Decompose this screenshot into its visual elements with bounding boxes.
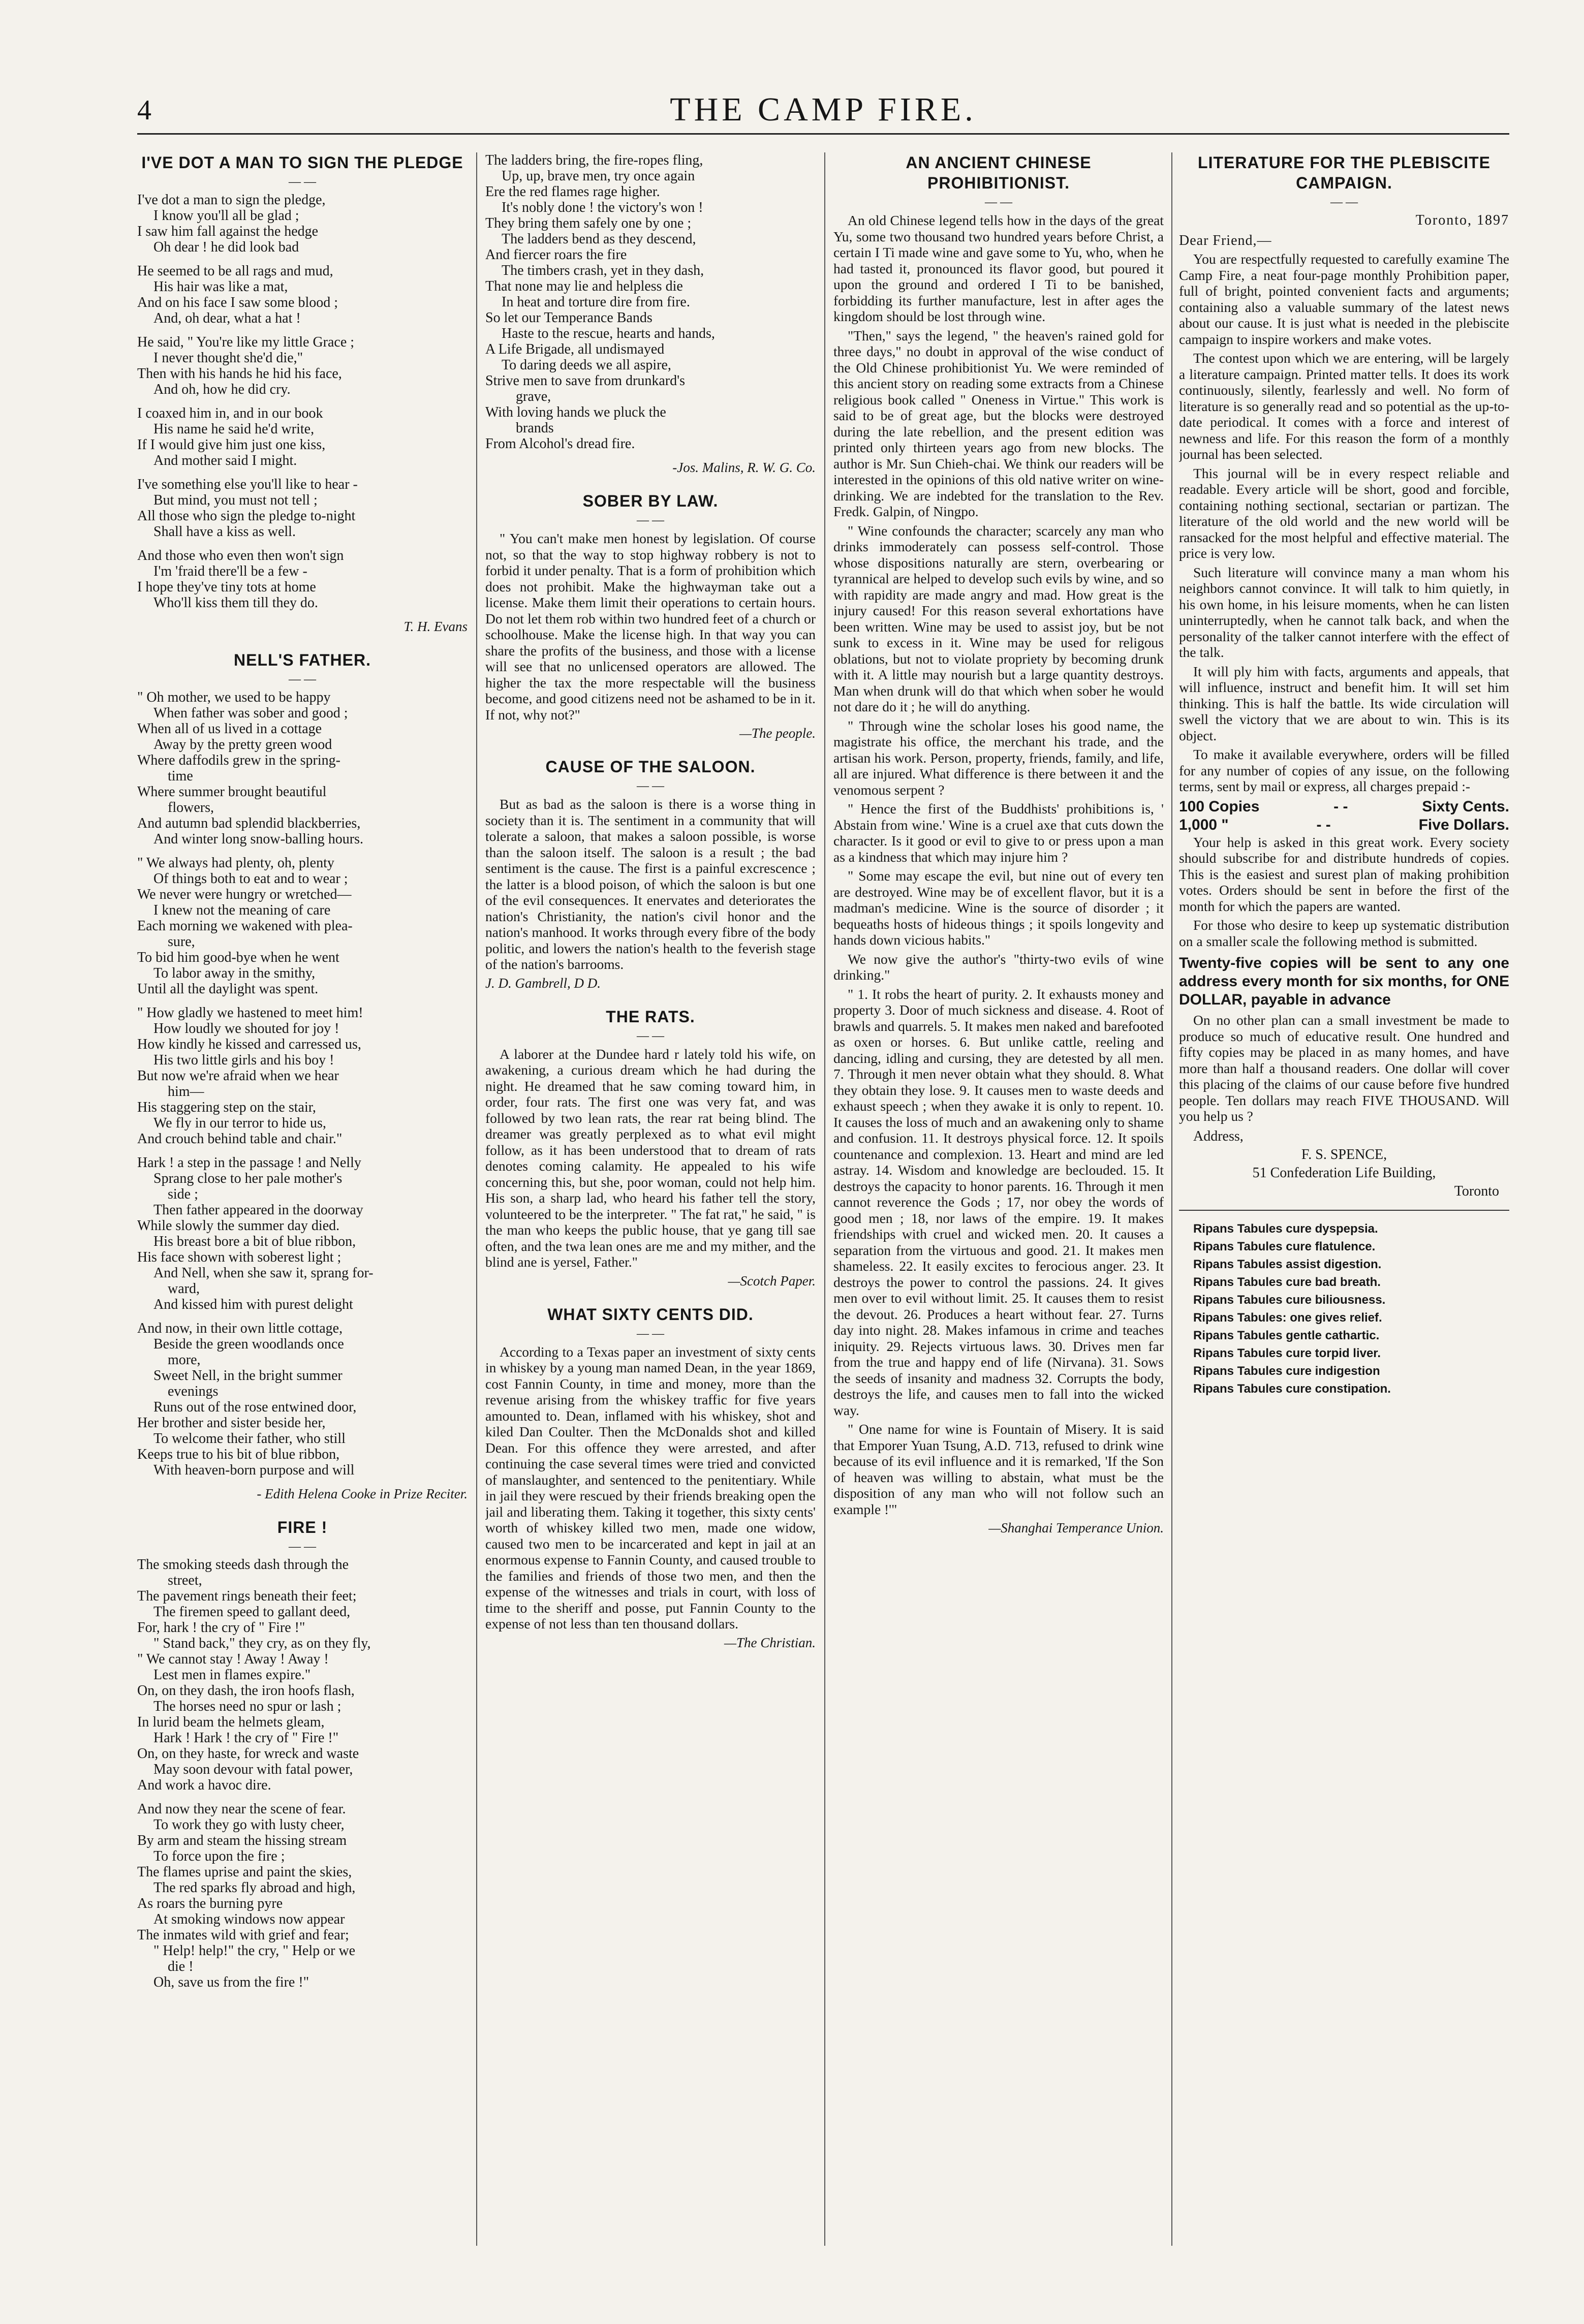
verse-line: To labor away in the smithy, (153, 965, 316, 981)
price-quantity: 1,000 " (1179, 816, 1229, 833)
verse-line: Hark ! Hark ! the cry of " Fire !" (153, 1730, 339, 1746)
verse-line: time (168, 768, 193, 784)
column-rule (824, 152, 825, 2246)
poem-body (137, 1557, 468, 1990)
article-author: -Jos. Malins, R. W. G. Co. (672, 460, 816, 475)
stanza (137, 1155, 468, 1312)
article-nells-father (137, 650, 468, 1502)
verse-line: And autumn bad splendid blackberries, (137, 815, 361, 831)
subscription-offer: Twenty-five copies will be sent to any one address every month for six months, for ONE DOLLAR, payable in advance (1179, 955, 1509, 1008)
title-dash: — — (289, 175, 316, 189)
advertisement-line: Ripans Tabules cure constipation. (1193, 1381, 1391, 1396)
verse-line: The pavement rings beneath their feet; (137, 1588, 357, 1604)
verse-line: Haste to the rescue, hearts and hands, (502, 326, 715, 341)
article-author: - Edith Helena Cooke in Prize Reciter. (257, 1486, 468, 1501)
verse-line: He seemed to be all rags and mud, (137, 263, 333, 279)
verse-line: Strive men to save from drunkard's (485, 373, 686, 389)
verse-line: To daring deeds we all aspire, (502, 357, 671, 373)
verse-line: Oh, save us from the fire !" (153, 1974, 309, 1990)
verse-line: The red sparks fly abroad and high, (153, 1880, 356, 1896)
verse-line: While slowly the summer day died. (137, 1218, 340, 1234)
verse-line: And now, in their own little cottage, (137, 1321, 343, 1336)
verse-line: I hope they've tiny tots at home (137, 579, 316, 595)
verse-line: ward, (168, 1281, 200, 1297)
title-dash: — — (637, 1327, 664, 1340)
salutation: Dear Friend,— (1179, 233, 1272, 248)
verse-line: To welcome their father, who still (153, 1431, 346, 1447)
verse-line: And those who even then won't sign (137, 548, 344, 563)
verse-line: I never thought she'd die," (153, 350, 303, 366)
verse-line: Who'll kiss them till they do. (153, 595, 318, 611)
verse-line: Then with his hands he hid his face, (137, 366, 342, 382)
article-cause-of-saloon (485, 757, 816, 991)
article-source: —The people. (739, 726, 816, 741)
column-1 (137, 152, 468, 2246)
verse-line: How loudly we shouted for joy ! (153, 1021, 339, 1037)
verse-line: street, (168, 1573, 202, 1588)
stanza (137, 192, 468, 255)
verse-line: The ladders bring, the fire-ropes fling, (485, 152, 703, 168)
article-title: SOBER BY LAW. (582, 492, 719, 510)
article-source: —Shanghai Temperance Union. (988, 1520, 1164, 1535)
stanza (137, 548, 468, 611)
column-2 (485, 152, 816, 2246)
verse-line: I'm 'fraid there'll be a few - (153, 563, 307, 579)
verse-line: I know you'll all be glad ; (153, 208, 299, 224)
verse-line: " We always had plenty, oh, plenty (137, 855, 334, 871)
stanza (485, 152, 816, 452)
price-row (1179, 816, 1509, 834)
verse-line: If I would give him just one kiss, (137, 437, 326, 453)
title-dash: — — (289, 1540, 316, 1553)
verse-line: And on his face I saw some blood ; (137, 295, 338, 310)
verse-line: When father was sober and good ; (153, 705, 348, 721)
poem-body (485, 152, 816, 452)
verse-line: The flames uprise and paint the skies, (137, 1864, 352, 1880)
article-title: CAUSE OF THE SALOON. (545, 758, 756, 776)
verse-line: His face shown with soberest light ; (137, 1249, 341, 1265)
poem-body (137, 689, 468, 1478)
verse-line: I've dot a man to sign the pledge, (137, 192, 326, 208)
poem-body (137, 192, 468, 611)
address-name: F. S. SPENCE, (1301, 1146, 1387, 1163)
verse-line: Hark ! a step in the passage ! and Nelly (137, 1155, 361, 1171)
verse-line: Where daffodils grew in the spring- (137, 752, 340, 768)
paragraph: You are respectfully requested to carefully examine The Camp Fire, a neat four-page monthly Prohibition paper, full of bright, pointed convenient facts and arguments; containing also a valuable summary of the latest news about our cause. It is just what is needed in the plebiscite campaign to inspire workers and make votes. (1179, 251, 1509, 347)
header-rule (137, 133, 1509, 135)
paragraph: This journal will be in every respect reliable and readable. Every article will be short, good and forcible, containing nothing sectional, sectarian or partizan. The literature of the old world and the new world will be ransacked for the most helpful and effective material. The price is very low. (1179, 465, 1509, 561)
paragraph: For those who desire to keep up systematic distribution on a smaller scale the following method is submitted. (1179, 917, 1509, 949)
column-4 (1179, 152, 1509, 2246)
verse-line: I knew not the meaning of care (153, 902, 331, 918)
stanza (137, 1557, 468, 1793)
advertisement-line: Ripans Tabules cure torpid liver. (1193, 1346, 1381, 1360)
verse-line: That none may lie and helpless die (485, 278, 683, 294)
masthead-title: THE CAMP FIRE. (670, 91, 977, 128)
verse-line: With heaven-born purpose and will (153, 1462, 355, 1478)
stanza (137, 1321, 468, 1478)
article-text: According to a Texas paper an investment of sixty cents in whiskey by a young man named Dean, in the year 1869, cost Fannin County, in time and money, more than the revenue arising from the whiskey traffic for five years amounted to. Dean, inflamed with his whiskey, shot and kiled Dan Coulter. Then the McDonalds shot and killed Dean. For this offence they were arrested, and after continuing the case several times were tried and convicted of manslaughter, and sentenced to the penitentiary. While in jail they were rescued by their friends breaking open the jail and liberating them. Taking it together, this sixty cents' worth of whiskey killed two men, made one widow, caused two men to be incarcerated and kept in jail at an enormous expense to Fannin County, and caused trouble to the families and friends of those two men, and then the expense of the witnesses and trials in court, with loss of time to the sheriff and posse, put Fannin County to the expense of not less than ten thousand dollars. (485, 1343, 816, 1631)
paragraph: Such literature will convince many a man whom his neighbors cannot convince. It will talk to him quietly, in his own home, in his leisure moments, when he can listen uninterruptedly, when he cannot talk back, and when the personality of the talker cannot interfere with the effect of the talk. (1179, 564, 1509, 660)
article-fire (137, 1517, 468, 1990)
stanza (137, 263, 468, 326)
verse-line: I've something else you'll like to hear - (137, 477, 358, 492)
advertisement-line: Ripans Tabules: one gives relief. (1193, 1310, 1382, 1325)
article-body (1179, 834, 1509, 950)
verse-line: On, on they haste, for wreck and waste (137, 1746, 359, 1762)
paragraph: " Some may escape the evil, but nine out of every ten are destroyed. Wine may be of excellent flavor, but it is a madman's medicine. Wine is the source of disorder ; it bequeaths hosts of hideous things ; it spoils longevity and hands down vicious habits." (833, 868, 1164, 948)
verse-line: And mother said I might. (153, 453, 297, 468)
title-dash: — — (637, 1029, 664, 1043)
address-line: 51 Confederation Life Building, (1252, 1165, 1436, 1181)
price-row (1179, 798, 1509, 816)
article-pledge (137, 152, 468, 635)
verse-line: The firemen speed to gallant deed, (153, 1604, 351, 1620)
stanza (137, 405, 468, 468)
paragraph: " Through wine the scholar loses his good name, the magistrate his office, the merchant his trade, and the artisan his work. Person, property, friends, family, and life, all are injured. What difference is there between it and the venomous serpent ? (833, 717, 1164, 798)
verse-line: The ladders bend as they descend, (502, 231, 696, 247)
verse-line: Away by the pretty green wood (153, 737, 332, 752)
verse-line: And oh, how he did cry. (153, 382, 291, 397)
verse-line: Sprang close to her pale mother's (153, 1171, 343, 1186)
verse-line: In heat and torture dire from fire. (502, 294, 690, 310)
price-dash: - - (1316, 816, 1331, 833)
stanza (137, 334, 468, 397)
verse-line: When all of us lived in a cottage (137, 721, 322, 737)
verse-line: And, oh dear, what a hat ! (153, 310, 301, 326)
verse-line: side ; (168, 1186, 198, 1202)
verse-line: To force upon the fire ; (153, 1848, 285, 1864)
section-rule (1179, 1210, 1509, 1211)
title-dash: — — (1330, 196, 1358, 209)
verse-line: Sweet Nell, in the bright summer (153, 1368, 343, 1384)
verse-line: To work they go with lusty cheer, (153, 1817, 345, 1833)
article-author: J. D. Gambrell, D D. (485, 975, 601, 991)
article-body (833, 212, 1164, 1517)
verse-line: For, hark ! the cry of " Fire !" (137, 1620, 305, 1636)
advertisement-list (1179, 1220, 1509, 1398)
verse-line: At smoking windows now appear (153, 1911, 345, 1927)
verse-line: Until all the daylight was spent. (137, 981, 319, 997)
paragraph: "Then," says the legend, " the heaven's rained gold for three days," no doubt in approval of the wise conduct of the Old Chinese prohibitionist Yu. We were reminded of this ancient story on reading some extracts from a Chinese religious book called " Oneness in Virtue." This work is said to be of great age, but the blocks were destroyed during the late rebellion, and the present edition was printed only thirteen years ago from new blocks. The author is Mr. Sun Chieh-chai. We think our readers will be interested in the opinions of this old native writer on wine-drinking. We are indebted for the translation to the Rev. Fredk. Galpin, of Ningpo. (833, 327, 1164, 519)
verse-line: How kindly he kissed and carressed us, (137, 1037, 361, 1052)
paragraph: " 1. It robs the heart of purity. 2. It exhausts money and property 3. Door of much sickness and disease. 4. Root of brawls and quarrels. 5. It makes men naked and barefooted as oxen or horses. 6. But unlike cattle, reeling and dancing, idling and cursing, they are detested by all men. 7. Through it men never obtain what they should. 8. What they obtain they lose. 9. It causes men to waste deeds and exhaust speech ; when they awake it is only to repent. 10. It causes the loss of much and an awakening only to shame and confusion. 11. It destroys physical force. 12. It spoils countenance and complexion. 13. Heart and mind are led astray. 14. Wisdom and knowledge are beclouded. 15. It destroys the capacity to honor parents. 16. Through it men cannot reverence the Gods ; 17, nor obey the words of good men ; 18, nor laws of the empire. 19. It makes friendships with cruel and wicked men. 20. It causes a separation from the virtuous and good. 21. It makes men shameless. 22. It easily excites to ferocious anger. 23. It destroys the power to control the passions. 24. It gives men over to evil without limit. 25. It causes them to resist the devout. 26. Produces a heart without fear. 27. Turns day into night. 28. Makes infamous in crime and teaches iniquity. 29. Rejects virtuous laws. 30. Drives men far from the true and happy end of life (Nirvana). 31. Sows the seeds of insanity and madness 32. Corrupts the body, destroys the life, and causes men to fall into the wicked way. (833, 986, 1164, 1418)
advertisement-line: Ripans Tabules cure bad breath. (1193, 1275, 1381, 1289)
paragraph: " Hence the first of the Buddhists' prohibitions is, ' Abstain from wine.' Wine is a cruel axe that cuts down the character. Is it good or evil to give to or press upon a man as a kindness that which may injure him ? (833, 801, 1164, 865)
verse-line: His name he said he'd write, (153, 421, 315, 437)
verse-line: The smoking steeds dash through the (137, 1557, 349, 1573)
article-literature-campaign (1179, 152, 1509, 1201)
article-sixty-cents (485, 1304, 816, 1651)
verse-line: A Life Brigade, all undismayed (485, 341, 665, 357)
verse-line: Up, up, brave men, try once again (502, 168, 695, 184)
verse-line: And crouch behind table and chair." (137, 1131, 343, 1147)
article-title: FIRE ! (277, 1518, 328, 1536)
verse-line: " Oh mother, we used to be happy (137, 689, 331, 705)
article-author: T. H. Evans (403, 619, 468, 634)
column-rule (1171, 152, 1172, 2246)
stanza (137, 855, 468, 997)
verse-line: Each morning we wakened with plea- (137, 918, 353, 934)
paragraph: We now give the author's "thirty-two evils of wine drinking." (833, 951, 1164, 983)
verse-line: And Nell, when she saw it, sprang for- (153, 1265, 374, 1281)
verse-line: " Stand back," they cry, as on they fly, (153, 1636, 371, 1651)
paragraph: The contest upon which we are entering, will be largely a literature campaign. Printed matter tells. It does its work continuously, silently, fearlessly and well. No form of literature is so generally read and so potential as the up-to-date periodical. It comes with a force and interest of newness and life. For this reason the form of a monthly journal has been selected. (1179, 350, 1509, 462)
article-source: —The Christian. (724, 1635, 816, 1650)
paragraph: An old Chinese legend tells how in the days of the great Yu, some two thousand two hundred years before Christ, a certain I Ti made wine and gave some to Yu, who, when he had tasted it, pronounced its flavor good, but poured it upon the ground and ordered I Ti to be banished, forbidding its further manufacture, lest in after ages the kingdom should be lost through wine. (833, 212, 1164, 324)
verse-line: And kissed him with purest delight (153, 1297, 353, 1312)
verse-line: And work a havoc dire. (137, 1777, 271, 1793)
verse-line: Of things both to eat and to wear ; (153, 871, 348, 887)
price-quantity: 100 Copies (1179, 798, 1260, 815)
address-city: Toronto (1454, 1183, 1499, 1199)
article-title: LITERATURE FOR THE PLEBISCITE CAMPAIGN. (1198, 153, 1490, 192)
article-text: But as bad as the saloon is there is a worse thing in society than it is. The sentiment in a community that will tolerate a saloon, that makes a saloon possible, is worse than the saloon itself. The saloon is a result ; the bad sentiment is the cause. The first is a painful excrescence ; the latter is a blood poison, of which the saloon is but one of the evil consequences. It enervates and deteriorates the nation's Christianity, the nation's civil honor and the nation's manhood. It works through every fibre of the body politic, and lowers the nation's health to the feverish stage of the nation's barrooms. (485, 796, 816, 972)
article-ancient-chinese (833, 152, 1164, 1536)
verse-line: They bring them safely one by one ; (485, 215, 692, 231)
advertisement-line: Ripans Tabules cure biliousness. (1193, 1293, 1386, 1307)
verse-line: Her brother and sister beside her, (137, 1415, 326, 1431)
verse-line: evenings (168, 1384, 219, 1399)
verse-line: " We cannot stay ! Away ! Away ! (137, 1651, 329, 1667)
page-number: 4 (137, 95, 151, 126)
article-the-rats (485, 1007, 816, 1289)
stanza (137, 689, 468, 847)
article-source: —Scotch Paper. (728, 1273, 816, 1289)
verse-line: Runs out of the rose entwined door, (153, 1399, 357, 1415)
verse-line: May soon devour with fatal power, (153, 1762, 353, 1777)
verse-line: He said, " You're like my little Grace ; (137, 334, 355, 350)
verse-line: more, (168, 1352, 201, 1368)
advertisement-line: Ripans Tabules gentle cathartic. (1193, 1328, 1380, 1342)
article-title: NELL'S FATHER. (234, 651, 371, 669)
verse-line: I coaxed him in, and in our book (137, 405, 323, 421)
title-dash: — — (985, 196, 1012, 209)
article-title: THE RATS. (606, 1007, 695, 1026)
verse-line: So let our Temperance Bands (485, 310, 653, 326)
stanza (137, 1005, 468, 1147)
verse-line: Lest men in flames expire." (153, 1667, 311, 1683)
article-title: I'VE DOT A MAN TO SIGN THE PLEDGE (141, 153, 463, 172)
verse-line: But mind, you must not tell ; (153, 492, 318, 508)
verse-line: Keeps true to his bit of blue ribbon, (137, 1447, 340, 1462)
verse-line: As roars the burning pyre (137, 1896, 283, 1911)
verse-line: In lurid beam the helmets gleam, (137, 1714, 325, 1730)
verse-line: We fly in our terror to hide us, (153, 1115, 326, 1131)
advertisement-line: Ripans Tabules assist digestion. (1193, 1257, 1382, 1271)
verse-line: grave, (516, 389, 551, 404)
article-text: " You can't make men honest by legislation. Of course not, so that the way to stop highway robbery is not to forbid it under penalty. That is a form of prohibition which does not prohibit. Make the highwayman take out a license. Make them limit their operations to certain hours. Do not let them rob within two hundred feet of a church or schoolhouse. Make the license high. In that way you can share the profits of the business, and those with a license will see that no unlicensed operators are allowed. The higher the tax the more respectable will the business become, and good citizens need not be ashamed to be in it. If not, why not?" (485, 530, 816, 723)
dateline: Toronto, 1897 (1415, 212, 1509, 228)
verse-line: Beside the green woodlands once (153, 1336, 344, 1352)
verse-line: All those who sign the pledge to-night (137, 508, 356, 524)
verse-line: The horses need no spur or lash ; (153, 1699, 341, 1714)
article-sober-by-law (485, 491, 816, 741)
verse-line: Oh dear ! he did look bad (153, 239, 299, 255)
title-dash: — — (637, 514, 664, 527)
article-text: A laborer at the Dundee hard r lately told his wife, on awakening, a curious dream which he had during the night. He dreamed that he saw coming toward him, in order, four rats. The first one was very fat, and was followed by two lean rats, the rear rat being blind. The dreamer was greatly perplexed as to what evil might follow, as it has been understood that to dream of rats denotes coming calamity. He appealed to his wife concerning this, but she, poor woman, could not help him. His son, a sharp lad, who heard his father tell the story, volunteered to be the interpreter. " The fat rat," he said, " is the man who keeps the public house, that ye gang till sae often, and the twa lean ones are me and my mither, and the blind ane is yersel, Father." (485, 1046, 816, 1270)
title-dash: — — (289, 673, 316, 686)
title-dash: — — (637, 779, 664, 793)
price-dash: - - (1333, 798, 1348, 815)
advertisement-line: Ripans Tabules cure flatulence. (1193, 1239, 1376, 1253)
verse-line: " Help! help!" the cry, " Help or we (153, 1943, 356, 1959)
verse-line: By arm and steam the hissing stream (137, 1833, 347, 1848)
verse-line: On, on they dash, the iron hoofs flash, (137, 1683, 355, 1699)
column-rule (476, 152, 477, 2246)
verse-line: His staggering step on the stair, (137, 1100, 316, 1115)
verse-line: Ere the red flames rage higher. (485, 184, 660, 200)
verse-line: The timbers crash, yet in they dash, (502, 263, 704, 278)
verse-line: sure, (168, 934, 195, 950)
article-body (1179, 251, 1509, 795)
article-text: On no other plan can a small investment be made to produce so much of educative result. One hundred and fifty copies may be placed in as many homes, and have more than half a thousand readers. One dollar will cover this placing of the claims of our cause before five hundred people. Ten dollars may reach FIVE THOUSAND. Will you help us ? (1179, 1012, 1509, 1124)
advertisement-line: Ripans Tabules cure indigestion (1193, 1364, 1380, 1378)
verse-line: And winter long snow-balling hours. (153, 831, 363, 847)
column-3 (833, 152, 1164, 2246)
verse-line: From Alcohol's dread fire. (485, 436, 635, 452)
verse-line: The inmates wild with grief and fear; (137, 1927, 349, 1943)
stanza (137, 477, 468, 540)
price-amount: Sixty Cents. (1422, 798, 1509, 815)
paragraph: " One name for wine is Fountain of Misery. It is said that Emporer Yuan Tsung, A.D. 713, refused to drink wine because of its evil influence and it is remarked, 'If the Son of heaven was willing to abstain, what must be the disposition of any man who will not follow such an example !'" (833, 1421, 1164, 1517)
verse-line: Shall have a kiss as well. (153, 524, 296, 540)
article-fire-continued (485, 152, 816, 476)
stanza (137, 1801, 468, 1990)
verse-line: His hair was like a mat, (153, 279, 288, 295)
verse-line: It's nobly done ! the victory's won ! (502, 200, 703, 215)
price-list (1179, 798, 1509, 834)
advertisement-line: Ripans Tabules cure dyspepsia. (1193, 1221, 1378, 1236)
verse-line: But now we're afraid when we hear (137, 1068, 339, 1084)
verse-line: His two little girls and his boy ! (153, 1052, 334, 1068)
verse-line: We never were hungry or wretched— (137, 887, 352, 902)
price-amount: Five Dollars. (1418, 816, 1509, 833)
verse-line: I saw him fall against the hedge (137, 224, 319, 239)
verse-line: To bid him good-bye when he went (137, 950, 339, 965)
verse-line: His breast bore a bit of blue ribbon, (153, 1234, 356, 1249)
verse-line: And fiercer roars the fire (485, 247, 627, 263)
verse-line: Then father appeared in the doorway (153, 1202, 363, 1218)
verse-line: flowers, (168, 800, 214, 815)
verse-line: brands (516, 420, 554, 436)
verse-line: " How gladly we hastened to meet him! (137, 1005, 363, 1021)
paragraph: " Wine confounds the character; scarcely any man who drinks immoderately can possess self-control. Those whose dispositions naturally are stern, overbearing or tyrannical are helped to develop such evils by wine, and so with rapidity are made angry and mad. How great is the injury caused! For this reason several exhortations have been written. Wine may be used to assist joy, but be not sunk to excess in it. Wine may be used for religous oblations, but not to violate propriety by becoming drunk with it. A little may nourish but a large quantity destroys. Man when drunk will do that which when sober he would not dare do it ; he will do anything. (833, 522, 1164, 714)
address-label: Address, (1193, 1128, 1244, 1144)
article-title: AN ANCIENT CHINESE PROHIBITIONIST. (906, 153, 1092, 192)
verse-line: die ! (168, 1959, 194, 1974)
verse-line: And now they near the scene of fear. (137, 1801, 346, 1817)
verse-line: With loving hands we pluck the (485, 404, 666, 420)
paragraph: Your help is asked in this great work. Every society should subscribe for and distribute hundreds of copies. This is the easiest and surest plan of making prohibition votes. Orders should be sent in before the first of the month for which the papers are wanted. (1179, 834, 1509, 914)
paragraph: To make it available everywhere, orders will be filled for any number of copies of any issue, on the following terms, sent by mail or express, all charges prepaid :- (1179, 746, 1509, 794)
paragraph: It will ply him with facts, arguments and appeals, that will influence, instruct and benefit him. It will set him thinking. This is half the battle. Its wide circulation will swell the victory that we are about to win. This is its object. (1179, 663, 1509, 743)
running-head (137, 66, 1509, 127)
verse-line: Where summer brought beautiful (137, 784, 327, 800)
verse-line: him— (168, 1084, 204, 1100)
article-title: WHAT SIXTY CENTS DID. (547, 1305, 754, 1324)
